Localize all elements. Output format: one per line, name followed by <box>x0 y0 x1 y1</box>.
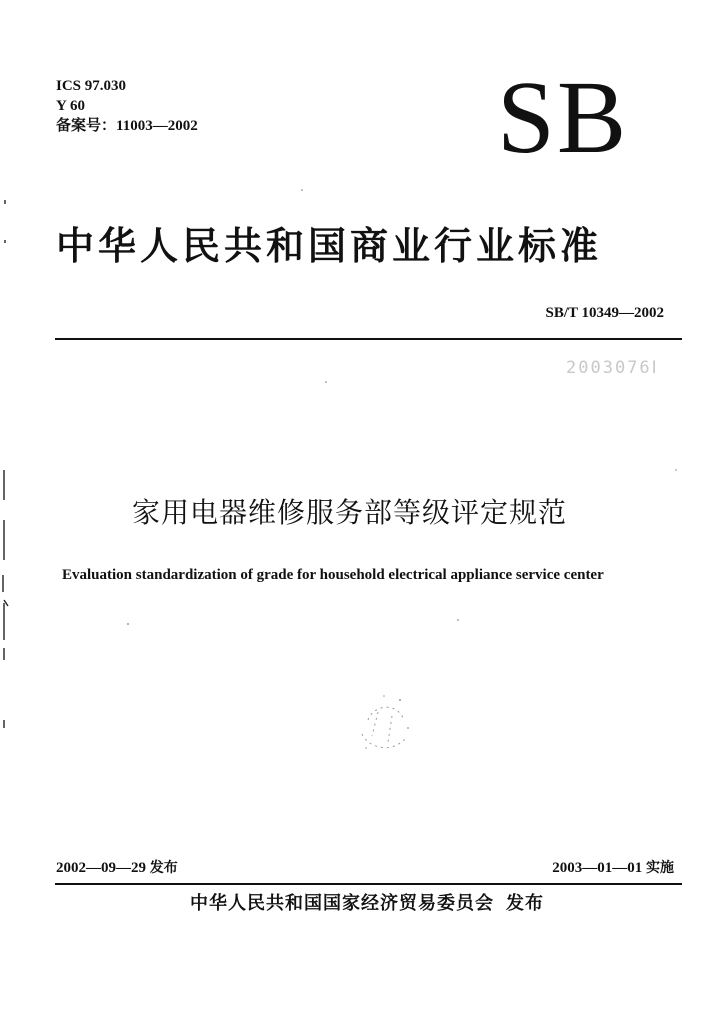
issue-date <box>56 858 178 878</box>
record-label: 备案号： <box>56 118 117 134</box>
scan-margin-marks <box>0 0 12 1024</box>
publisher-name: 中华人民共和国国家经济贸易委员会 <box>190 893 494 914</box>
document-title-cn: 家用电器维修服务部等级评定规范 <box>132 496 568 529</box>
top-rule <box>55 338 682 340</box>
faded-seal-mark <box>348 690 418 760</box>
classification-code: Y 60 <box>56 98 86 114</box>
record-number <box>56 116 198 136</box>
publisher <box>190 891 544 917</box>
implementation-date <box>552 858 674 878</box>
sb-logo: SB <box>497 60 629 175</box>
issue-date-value: 2002—09—29 <box>56 860 146 876</box>
implementation-date-label: 实施 <box>646 860 674 876</box>
stamp-number: 2003076Ⅰ <box>566 358 659 378</box>
ics-code: ICS 97.030 <box>56 78 127 94</box>
standard-number: SB/T 10349—2002 <box>545 305 664 321</box>
record-value: 11003—2002 <box>116 118 198 134</box>
implementation-date-value: 2003—01—01 <box>552 860 643 876</box>
bottom-rule <box>55 883 682 885</box>
standard-title: 中华人民共和国商业行业标准 <box>56 224 603 268</box>
publisher-action: 发布 <box>506 893 544 914</box>
issue-date-label: 发布 <box>149 860 178 876</box>
document-title-en: Evaluation standardization of grade for household electrical appliance service center <box>62 567 604 583</box>
